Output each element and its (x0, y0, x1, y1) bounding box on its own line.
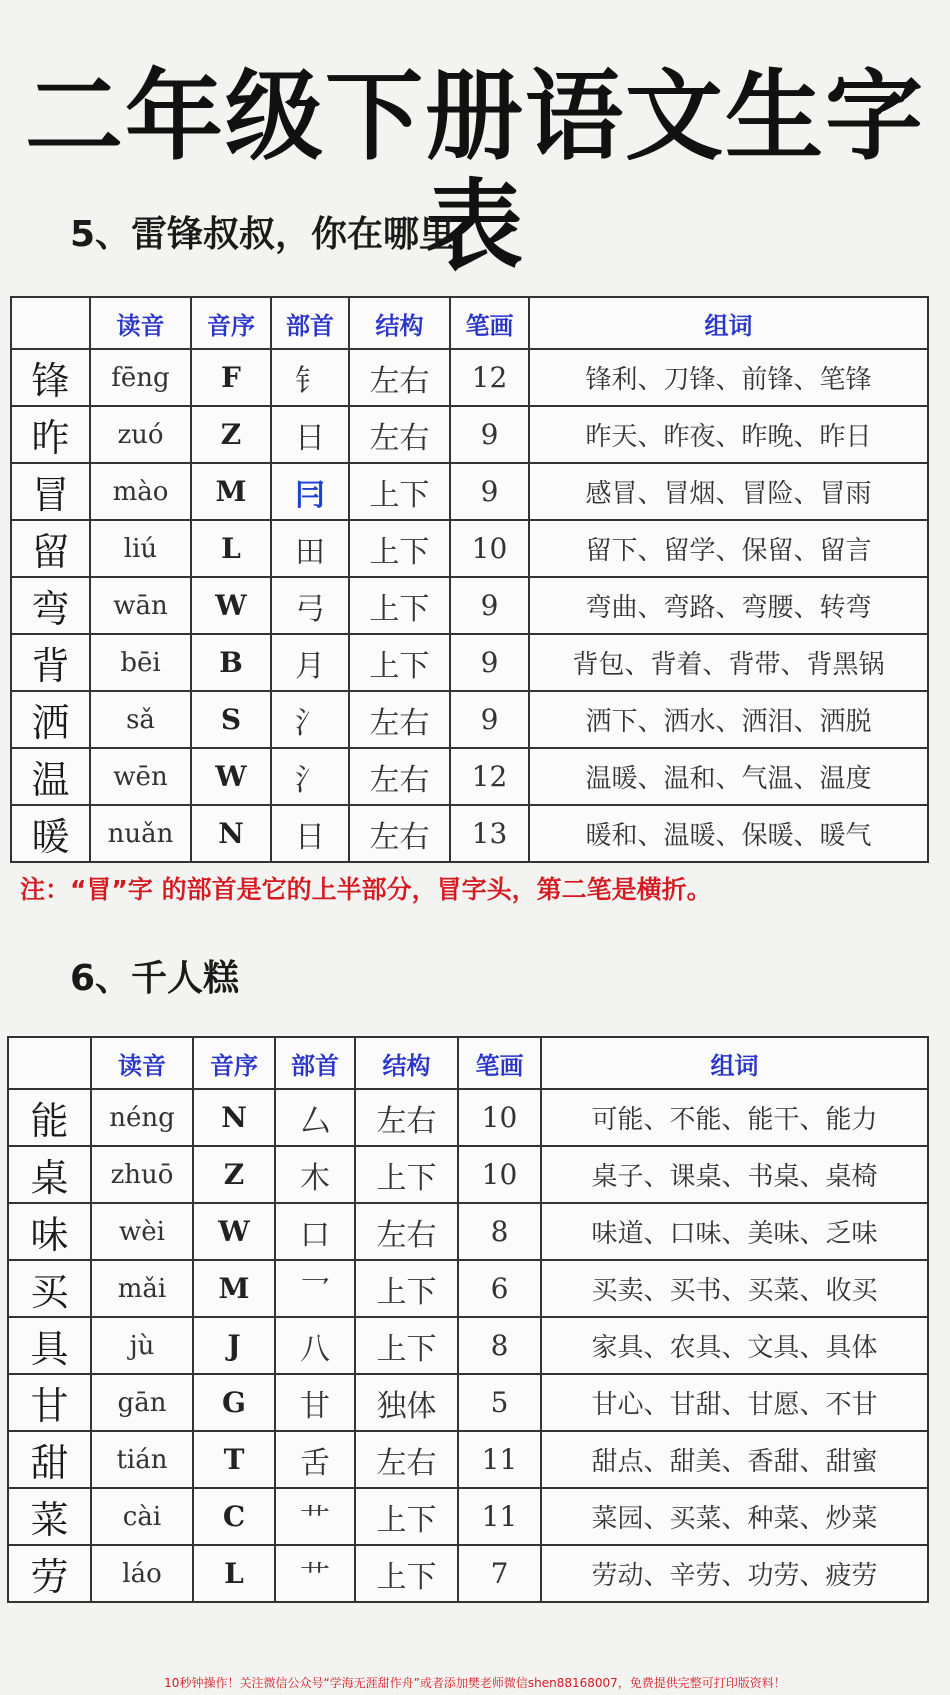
header-radical: 部首 (275, 1037, 355, 1089)
cell-pinyin: gān (91, 1374, 193, 1431)
cell-structure: 上下 (355, 1545, 458, 1602)
cell-index-letter: C (193, 1488, 275, 1545)
cell-radical: 乛 (275, 1260, 355, 1317)
cell-structure: 上下 (349, 577, 450, 634)
cell-index-letter: F (191, 349, 271, 406)
table-row (11, 691, 928, 748)
header-strokes: 笔画 (458, 1037, 541, 1089)
cell-words: 温暖、温和、气温、温度 (529, 748, 928, 805)
cell-pinyin: jù (91, 1317, 193, 1374)
cell-words: 甜点、甜美、香甜、甜蜜 (541, 1431, 928, 1488)
cell-pinyin: nuǎn (90, 805, 191, 862)
header-index: 音序 (191, 297, 271, 349)
header-char (11, 297, 90, 349)
cell-index-letter: M (191, 463, 271, 520)
cell-words: 劳动、辛劳、功劳、疲劳 (541, 1545, 928, 1602)
cell-radical: 艹 (275, 1545, 355, 1602)
table-row (8, 1260, 928, 1317)
cell-words: 家具、农具、文具、具体 (541, 1317, 928, 1374)
table-row (8, 1146, 928, 1203)
cell-index-letter: L (193, 1545, 275, 1602)
cell-radical: 氵 (271, 748, 349, 805)
cell-index-letter: B (191, 634, 271, 691)
cell-strokes: 12 (450, 748, 529, 805)
cell-character: 买 (8, 1260, 91, 1317)
cell-index-letter: Z (193, 1146, 275, 1203)
cell-character: 洒 (11, 691, 90, 748)
cell-index-letter: N (191, 805, 271, 862)
table-row (8, 1089, 928, 1146)
cell-index-letter: T (193, 1431, 275, 1488)
table-row (11, 805, 928, 862)
cell-pinyin: zuó (90, 406, 191, 463)
table-row (11, 520, 928, 577)
cell-character: 甜 (8, 1431, 91, 1488)
cell-pinyin: liú (90, 520, 191, 577)
header-index: 音序 (193, 1037, 275, 1089)
header-radical: 部首 (271, 297, 349, 349)
cell-character: 昨 (11, 406, 90, 463)
cell-structure: 上下 (355, 1317, 458, 1374)
cell-index-letter: M (193, 1260, 275, 1317)
promo-footer: 10秒钟操作！关注微信公众号“学海无涯甜作舟”或者添加樊老师微信shen88168007，免费提供完整可打印版资料！ (164, 1676, 786, 1690)
cell-strokes: 7 (458, 1545, 541, 1602)
header-pinyin: 读音 (91, 1037, 193, 1089)
cell-character: 背 (11, 634, 90, 691)
cell-words: 可能、不能、能干、能力 (541, 1089, 928, 1146)
cell-structure: 左右 (349, 805, 450, 862)
cell-strokes: 5 (458, 1374, 541, 1431)
cell-character: 锋 (11, 349, 90, 406)
cell-words: 背包、背着、背带、背黑锅 (529, 634, 928, 691)
cell-character: 劳 (8, 1545, 91, 1602)
lesson-heading-5: 5、雷锋叔叔，你在哪里 (70, 214, 456, 255)
cell-pinyin: wèi (91, 1203, 193, 1260)
table-row (8, 1488, 928, 1545)
table-header-row (11, 297, 928, 349)
cell-index-letter: J (193, 1317, 275, 1374)
cell-pinyin: láo (91, 1545, 193, 1602)
cell-pinyin: zhuō (91, 1146, 193, 1203)
table-row (11, 577, 928, 634)
cell-structure: 独体 (355, 1374, 458, 1431)
cell-character: 能 (8, 1089, 91, 1146)
cell-structure: 左右 (349, 349, 450, 406)
cell-structure: 左右 (349, 406, 450, 463)
header-strokes: 笔画 (450, 297, 529, 349)
cell-character: 菜 (8, 1488, 91, 1545)
table-row (8, 1374, 928, 1431)
cell-radical: 冃 (271, 463, 349, 520)
cell-radical: 弓 (271, 577, 349, 634)
cell-character: 留 (11, 520, 90, 577)
table-row (11, 463, 928, 520)
cell-structure: 上下 (355, 1260, 458, 1317)
table-row (8, 1431, 928, 1488)
cell-structure: 左右 (355, 1431, 458, 1488)
cell-radical: 木 (275, 1146, 355, 1203)
cell-structure: 上下 (349, 634, 450, 691)
cell-radical: 氵 (271, 691, 349, 748)
lesson-heading-6: 6、千人糕 (70, 958, 240, 999)
cell-words: 味道、口味、美味、乏味 (541, 1203, 928, 1260)
cell-character: 甘 (8, 1374, 91, 1431)
cell-radical: 月 (271, 634, 349, 691)
cell-radical: 艹 (275, 1488, 355, 1545)
cell-index-letter: S (191, 691, 271, 748)
table-row (11, 748, 928, 805)
cell-words: 买卖、买书、买菜、收买 (541, 1260, 928, 1317)
table-row (11, 349, 928, 406)
cell-strokes: 11 (458, 1431, 541, 1488)
cell-radical: 甘 (275, 1374, 355, 1431)
cell-strokes: 11 (458, 1488, 541, 1545)
cell-character: 冒 (11, 463, 90, 520)
header-words: 组词 (541, 1037, 928, 1089)
cell-index-letter: W (193, 1203, 275, 1260)
cell-character: 具 (8, 1317, 91, 1374)
cell-pinyin: wān (90, 577, 191, 634)
table-row (8, 1203, 928, 1260)
radical-note: 注：“冒”字 的部首是它的上半部分，冒字头，第二笔是横折。 (20, 875, 712, 904)
cell-index-letter: W (191, 577, 271, 634)
cell-structure: 上下 (355, 1488, 458, 1545)
cell-radical: 口 (275, 1203, 355, 1260)
cell-character: 温 (11, 748, 90, 805)
cell-character: 暖 (11, 805, 90, 862)
page-title: 二年级下册语文生字表 (24, 60, 925, 284)
cell-structure: 左右 (349, 748, 450, 805)
cell-structure: 左右 (355, 1089, 458, 1146)
cell-structure: 上下 (355, 1146, 458, 1203)
cell-structure: 上下 (349, 520, 450, 577)
cell-index-letter: G (193, 1374, 275, 1431)
cell-index-letter: Z (191, 406, 271, 463)
cell-strokes: 13 (450, 805, 529, 862)
cell-character: 味 (8, 1203, 91, 1260)
cell-character: 桌 (8, 1146, 91, 1203)
cell-pinyin: bēi (90, 634, 191, 691)
cell-structure: 上下 (349, 463, 450, 520)
cell-radical: 田 (271, 520, 349, 577)
table-row (11, 406, 928, 463)
cell-strokes: 9 (450, 691, 529, 748)
cell-radical: 钅 (271, 349, 349, 406)
table-row (11, 634, 928, 691)
cell-strokes: 6 (458, 1260, 541, 1317)
cell-strokes: 9 (450, 577, 529, 634)
cell-strokes: 12 (450, 349, 529, 406)
cell-words: 洒下、洒水、洒泪、洒脱 (529, 691, 928, 748)
table-header-row (8, 1037, 928, 1089)
cell-strokes: 9 (450, 634, 529, 691)
header-structure: 结构 (355, 1037, 458, 1089)
cell-strokes: 10 (458, 1146, 541, 1203)
cell-words: 锋利、刀锋、前锋、笔锋 (529, 349, 928, 406)
cell-words: 暖和、温暖、保暖、暖气 (529, 805, 928, 862)
cell-strokes: 9 (450, 406, 529, 463)
cell-radical: 舌 (275, 1431, 355, 1488)
character-table-lesson-5 (10, 296, 929, 863)
header-structure: 结构 (349, 297, 450, 349)
cell-pinyin: wēn (90, 748, 191, 805)
cell-pinyin: fēng (90, 349, 191, 406)
cell-words: 菜园、买菜、种菜、炒菜 (541, 1488, 928, 1545)
cell-words: 甘心、甘甜、甘愿、不甘 (541, 1374, 928, 1431)
table-row (8, 1317, 928, 1374)
cell-character: 弯 (11, 577, 90, 634)
cell-pinyin: mào (90, 463, 191, 520)
cell-structure: 左右 (355, 1203, 458, 1260)
cell-pinyin: cài (91, 1488, 193, 1545)
character-table-lesson-6 (7, 1036, 929, 1603)
cell-pinyin: sǎ (90, 691, 191, 748)
cell-strokes: 10 (458, 1089, 541, 1146)
cell-pinyin: mǎi (91, 1260, 193, 1317)
cell-radical: 日 (271, 805, 349, 862)
cell-index-letter: W (191, 748, 271, 805)
header-words: 组词 (529, 297, 928, 349)
cell-words: 留下、留学、保留、留言 (529, 520, 928, 577)
cell-words: 桌子、课桌、书桌、桌椅 (541, 1146, 928, 1203)
cell-words: 昨天、昨夜、昨晚、昨日 (529, 406, 928, 463)
cell-strokes: 10 (450, 520, 529, 577)
cell-radical: 日 (271, 406, 349, 463)
cell-pinyin: néng (91, 1089, 193, 1146)
header-pinyin: 读音 (90, 297, 191, 349)
cell-pinyin: tián (91, 1431, 193, 1488)
cell-strokes: 9 (450, 463, 529, 520)
cell-structure: 左右 (349, 691, 450, 748)
cell-radical: 厶 (275, 1089, 355, 1146)
header-char (8, 1037, 91, 1089)
cell-strokes: 8 (458, 1203, 541, 1260)
cell-index-letter: L (191, 520, 271, 577)
cell-index-letter: N (193, 1089, 275, 1146)
cell-words: 弯曲、弯路、弯腰、转弯 (529, 577, 928, 634)
table-row (8, 1545, 928, 1602)
cell-strokes: 8 (458, 1317, 541, 1374)
cell-words: 感冒、冒烟、冒险、冒雨 (529, 463, 928, 520)
cell-radical: 八 (275, 1317, 355, 1374)
